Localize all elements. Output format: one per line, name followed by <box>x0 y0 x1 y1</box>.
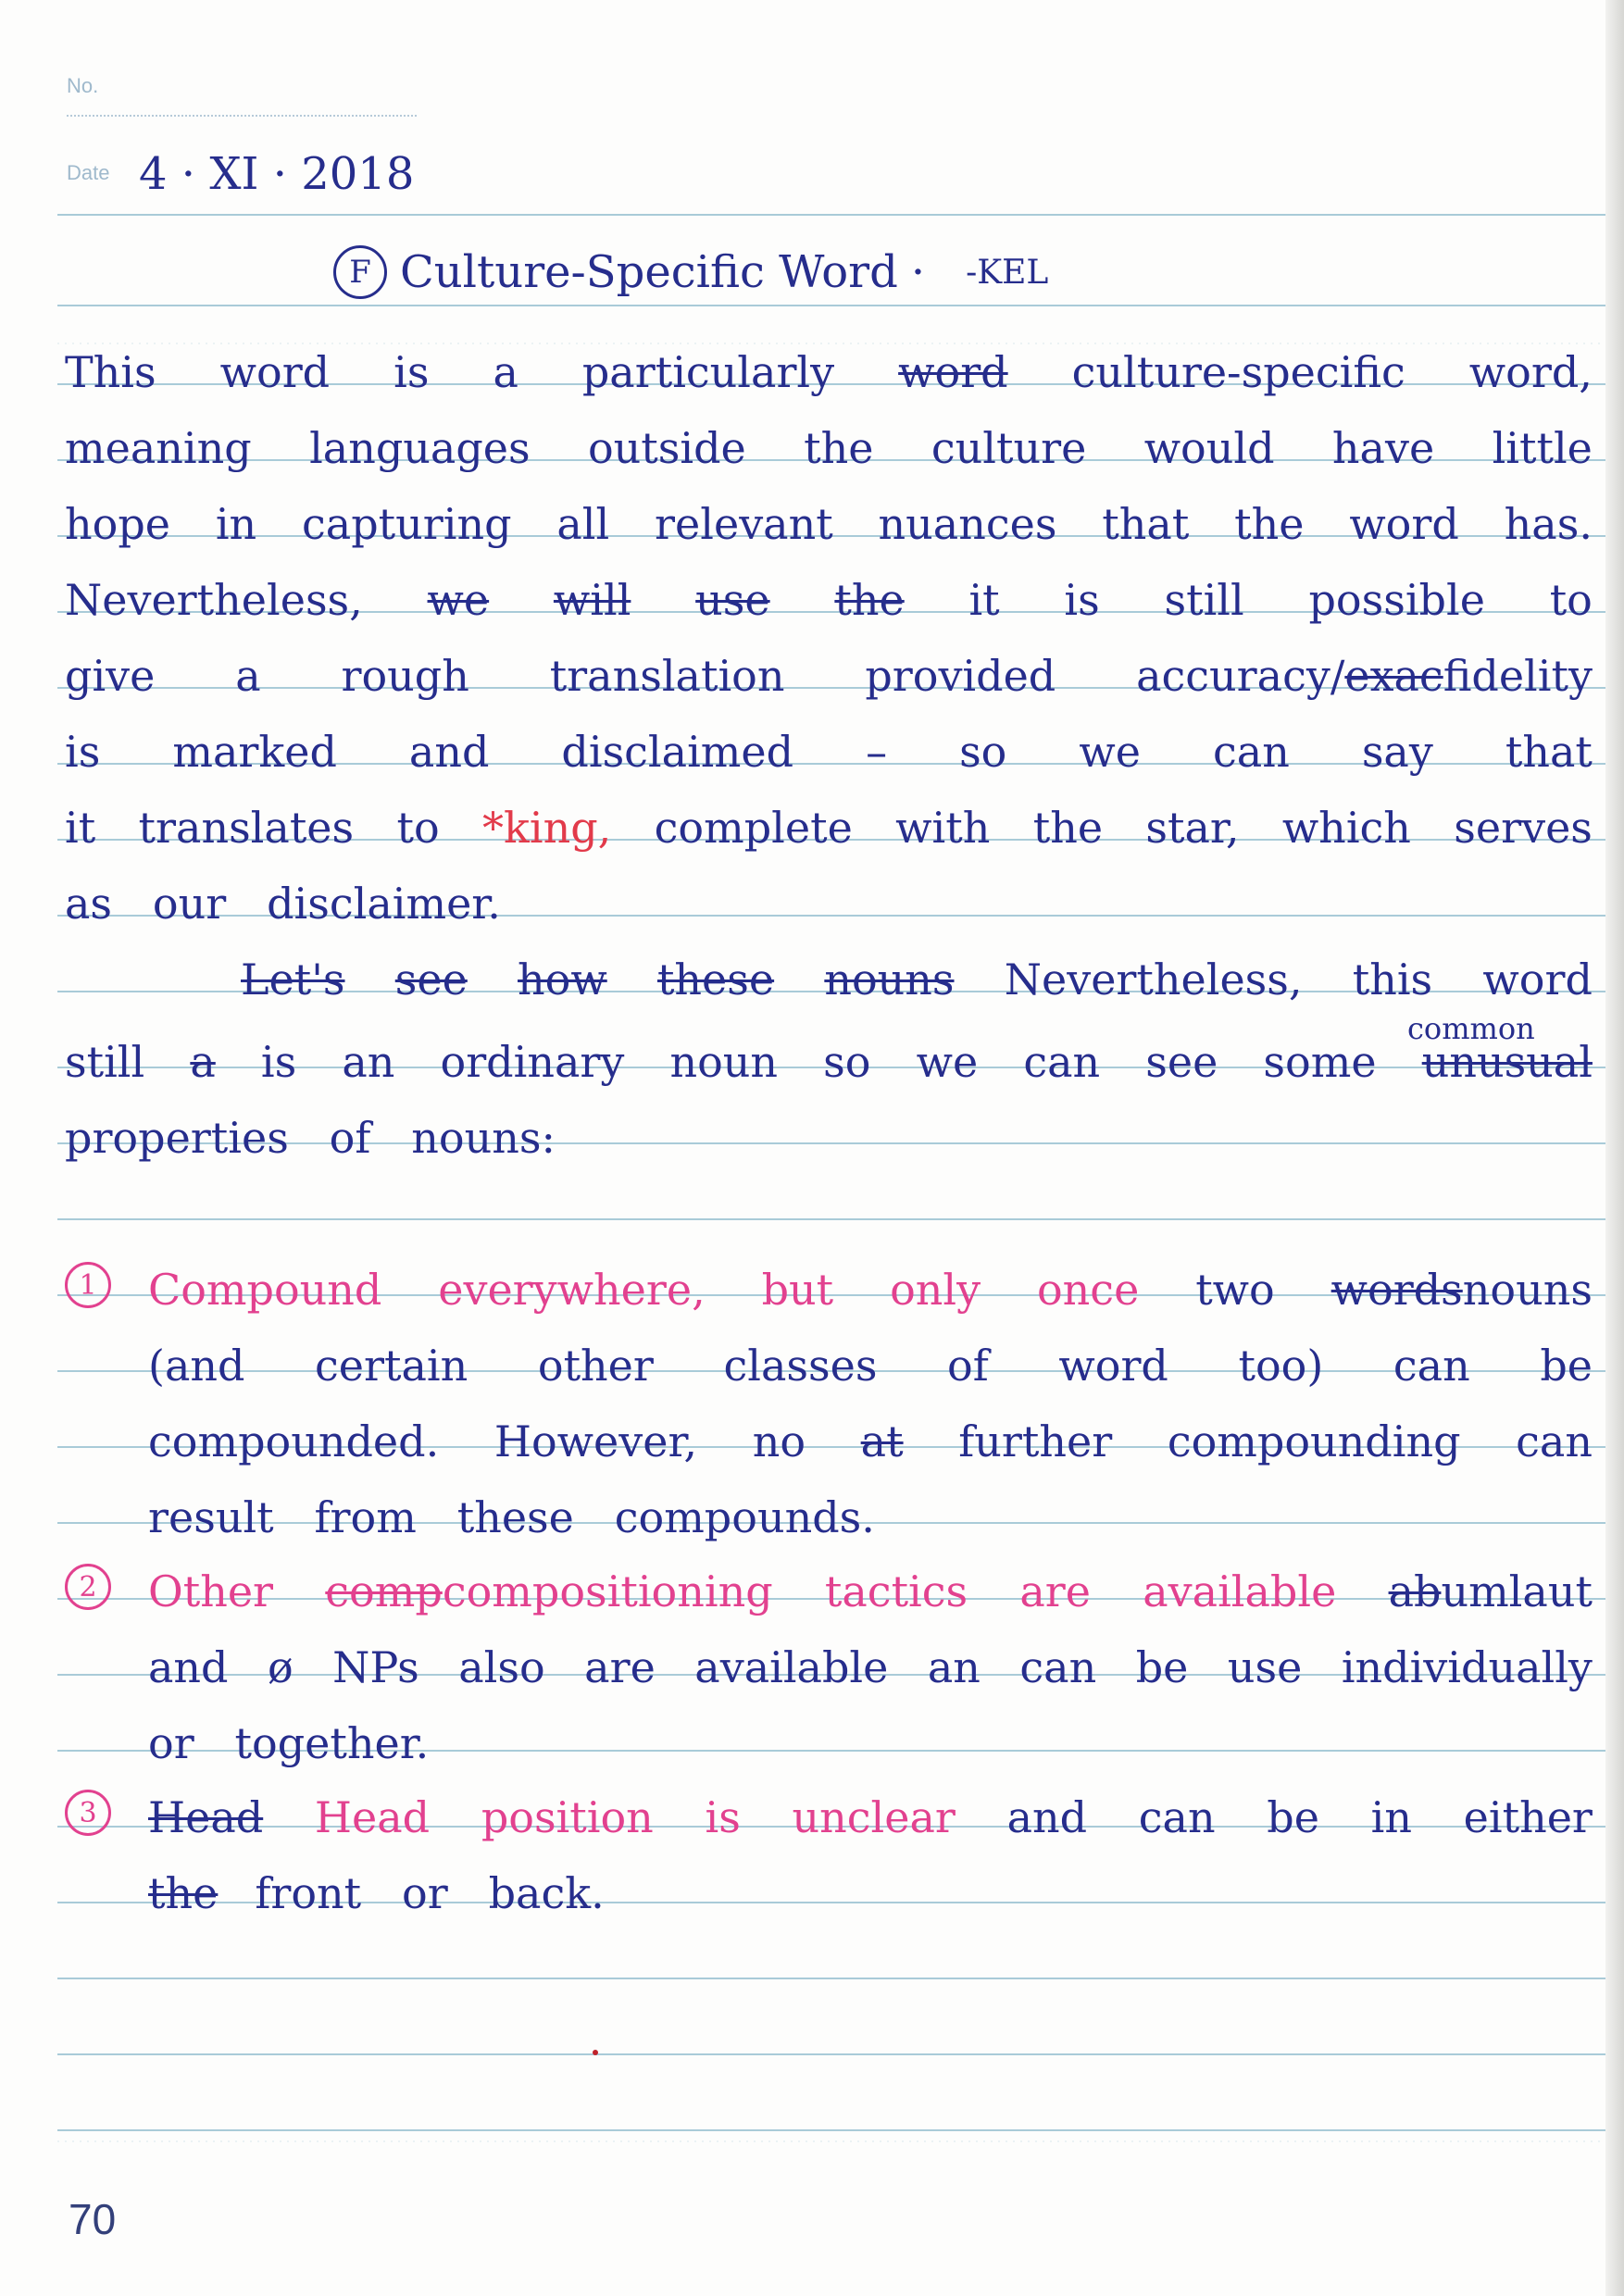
word: only <box>890 1265 981 1315</box>
text-line <box>148 1562 1593 1621</box>
circled-number: 3 <box>65 1790 111 1836</box>
word-group <box>1136 646 1593 705</box>
text-line <box>65 798 1593 857</box>
word: provided <box>865 651 1056 701</box>
title-tag: -KEL <box>966 253 1049 292</box>
word: individually <box>1341 1642 1593 1692</box>
word: word, <box>1468 347 1593 397</box>
word: can <box>1138 1792 1216 1842</box>
word: accuracy/ <box>1136 651 1345 701</box>
ink-dot <box>593 2050 598 2055</box>
word: However, <box>493 1416 698 1466</box>
word: star, <box>1145 803 1240 853</box>
word: and <box>148 1642 229 1692</box>
struck-word: these <box>656 955 775 1004</box>
word: serves <box>1454 803 1593 853</box>
word: some <box>1263 1037 1377 1087</box>
circled-letter-marker: F <box>333 245 387 299</box>
word: all <box>556 499 610 549</box>
date-label: Date <box>67 161 110 184</box>
word: see <box>1145 1037 1218 1087</box>
title-text: Culture-Specific Word <box>400 246 898 298</box>
struck-word: nouns <box>824 955 955 1004</box>
word: are <box>584 1642 656 1692</box>
word: be <box>1267 1792 1319 1842</box>
word: of <box>947 1341 989 1391</box>
word: Compound <box>148 1265 382 1315</box>
word: two <box>1195 1265 1275 1315</box>
word: say <box>1361 727 1433 777</box>
word: is <box>1064 575 1100 625</box>
word: relevant <box>655 499 833 549</box>
word: this <box>1352 955 1433 1004</box>
number-label: No. <box>67 74 99 97</box>
word: translates <box>138 803 355 853</box>
word: umlaut <box>1441 1566 1593 1616</box>
word: outside <box>587 423 746 473</box>
word: can <box>1019 1642 1097 1692</box>
word: meaning <box>65 423 252 473</box>
word: the <box>804 423 874 473</box>
date-value: 4 · XI · 2018 <box>139 148 415 200</box>
word: word <box>1058 1341 1168 1391</box>
word: marked <box>172 727 337 777</box>
word: in <box>1370 1792 1412 1842</box>
word: Nevertheless, <box>1004 955 1303 1004</box>
struck-word: words <box>1330 1265 1463 1315</box>
word: possible <box>1308 575 1485 625</box>
word: it <box>968 575 1000 625</box>
word: disclaimed <box>561 727 794 777</box>
text-line <box>65 343 1593 402</box>
word: also <box>458 1642 545 1692</box>
word: rough <box>341 651 469 701</box>
word: which <box>1281 803 1411 853</box>
struck-word: will <box>553 575 631 625</box>
word: are <box>1019 1566 1092 1616</box>
word: nuances <box>878 499 1057 549</box>
text-line: or together. <box>148 1718 430 1768</box>
word: no <box>752 1416 806 1466</box>
word: that <box>1505 727 1593 777</box>
word-group <box>1331 1260 1593 1319</box>
circled-number: 2 <box>65 1564 111 1610</box>
word: a <box>235 651 261 701</box>
word: still <box>65 1037 145 1087</box>
word: to <box>396 803 440 853</box>
text-line <box>65 570 1593 630</box>
word: we <box>916 1037 979 1087</box>
struck-word: comp <box>325 1566 443 1616</box>
word: Nevertheless, <box>65 575 363 625</box>
word: is <box>394 347 430 397</box>
word: can <box>1213 727 1290 777</box>
word: complete <box>654 803 853 853</box>
word: is <box>65 727 101 777</box>
struck-word: see <box>394 955 468 1004</box>
text-line <box>65 494 1593 554</box>
word: an <box>342 1037 395 1087</box>
word: can <box>1516 1416 1593 1466</box>
page-edge-shadow <box>1605 0 1624 2296</box>
word: compounded. <box>148 1416 440 1466</box>
text-line <box>65 646 1593 705</box>
word: a <box>493 347 518 397</box>
word: capturing <box>302 499 512 549</box>
word: the <box>1234 499 1305 549</box>
word: the <box>1032 803 1104 853</box>
word: be <box>1540 1341 1593 1391</box>
text-line <box>148 1336 1593 1395</box>
word: but <box>761 1265 834 1315</box>
word: classes <box>723 1341 878 1391</box>
word: either <box>1463 1792 1593 1842</box>
word: too) <box>1238 1341 1324 1391</box>
word: it <box>65 803 96 853</box>
struck-word: ab <box>1388 1566 1442 1616</box>
word: can <box>1393 1341 1470 1391</box>
word: Head <box>314 1792 431 1842</box>
word: little <box>1492 423 1593 473</box>
title-separator: · <box>910 246 926 298</box>
word: unclear <box>792 1792 956 1842</box>
word: everywhere, <box>438 1265 706 1315</box>
word: so <box>823 1037 871 1087</box>
struck-word: Let's <box>241 955 345 1004</box>
word: with <box>895 803 991 853</box>
word: ordinary <box>440 1037 625 1087</box>
word: fidelity <box>1443 651 1593 701</box>
word: use <box>1227 1642 1303 1692</box>
text-line: properties of nouns: <box>65 1113 556 1163</box>
word-group <box>325 1562 772 1621</box>
list-item-3-marker <box>65 1790 111 1836</box>
word: NPs <box>332 1642 419 1692</box>
word: nouns <box>1462 1265 1593 1315</box>
struck-word: at <box>860 1416 904 1466</box>
word: and <box>1006 1792 1088 1842</box>
struck-word: the <box>834 575 905 625</box>
word: culture-specific <box>1071 347 1405 397</box>
word: This <box>65 347 156 397</box>
word: be <box>1135 1642 1189 1692</box>
word: is <box>705 1792 741 1842</box>
text-line <box>148 1412 1593 1471</box>
word: translation <box>549 651 785 701</box>
word: other <box>537 1341 654 1391</box>
word: position <box>481 1792 654 1842</box>
word: certain <box>315 1341 468 1391</box>
word: (and <box>148 1341 245 1391</box>
word: give <box>65 651 156 701</box>
word: Other <box>148 1566 274 1616</box>
word: ø <box>267 1642 294 1692</box>
word: can <box>1023 1037 1101 1087</box>
word: available <box>1143 1566 1337 1616</box>
word: so <box>959 727 1007 777</box>
list-item-2-marker <box>65 1564 111 1610</box>
page-title <box>333 245 1048 299</box>
word: has. <box>1504 499 1593 549</box>
struck-word: use <box>695 575 770 625</box>
word-group <box>1389 1562 1593 1621</box>
word: to <box>1549 575 1593 625</box>
word: noun <box>669 1037 779 1087</box>
word: word <box>219 347 331 397</box>
struck-word: unusual <box>1421 1037 1593 1087</box>
word: hope <box>65 499 170 549</box>
struck-word: a <box>190 1037 216 1087</box>
page-number: 70 <box>69 2195 117 2243</box>
text-line: result from these compounds. <box>148 1492 875 1542</box>
word-king-red: *king, <box>482 803 612 853</box>
text-line <box>148 1638 1593 1697</box>
word: an <box>927 1642 981 1692</box>
word: compositioning <box>442 1566 773 1616</box>
text-line <box>148 1864 1593 1923</box>
word: available <box>694 1642 889 1692</box>
word-group: front or back. <box>255 1868 605 1918</box>
word: word <box>1482 955 1593 1004</box>
word: is <box>260 1037 297 1087</box>
struck-word: exac <box>1344 651 1443 701</box>
word: we <box>1079 727 1141 777</box>
word: still <box>1164 575 1244 625</box>
struck-word: Head <box>148 1792 264 1842</box>
word: – <box>866 727 888 777</box>
word: particularly <box>581 347 835 397</box>
word: would <box>1143 423 1275 473</box>
word: word <box>1349 499 1459 549</box>
circled-number: 1 <box>65 1262 111 1308</box>
word: in <box>215 499 257 549</box>
word: further <box>958 1416 1113 1466</box>
struck-word: the <box>148 1868 219 1918</box>
text-line <box>148 1788 1593 1847</box>
inserted-word-common: common <box>1407 1011 1535 1046</box>
word: compounding <box>1167 1416 1461 1466</box>
text-line <box>65 418 1593 478</box>
text-line: as our disclaimer. <box>65 879 501 929</box>
word: have <box>1331 423 1435 473</box>
word: once <box>1036 1265 1140 1315</box>
struck-word: how <box>518 955 607 1004</box>
word: tactics <box>824 1566 968 1616</box>
text-line <box>65 1032 1593 1092</box>
struck-word: we <box>427 575 490 625</box>
word: languages <box>309 423 531 473</box>
number-dotted-line <box>67 115 417 117</box>
word: that <box>1102 499 1190 549</box>
struck-word: word <box>898 347 1008 397</box>
text-line <box>65 722 1593 781</box>
list-item-1-marker <box>65 1262 111 1308</box>
text-line <box>241 950 1593 1009</box>
word: culture <box>931 423 1087 473</box>
word: and <box>408 727 490 777</box>
text-line <box>148 1260 1593 1319</box>
